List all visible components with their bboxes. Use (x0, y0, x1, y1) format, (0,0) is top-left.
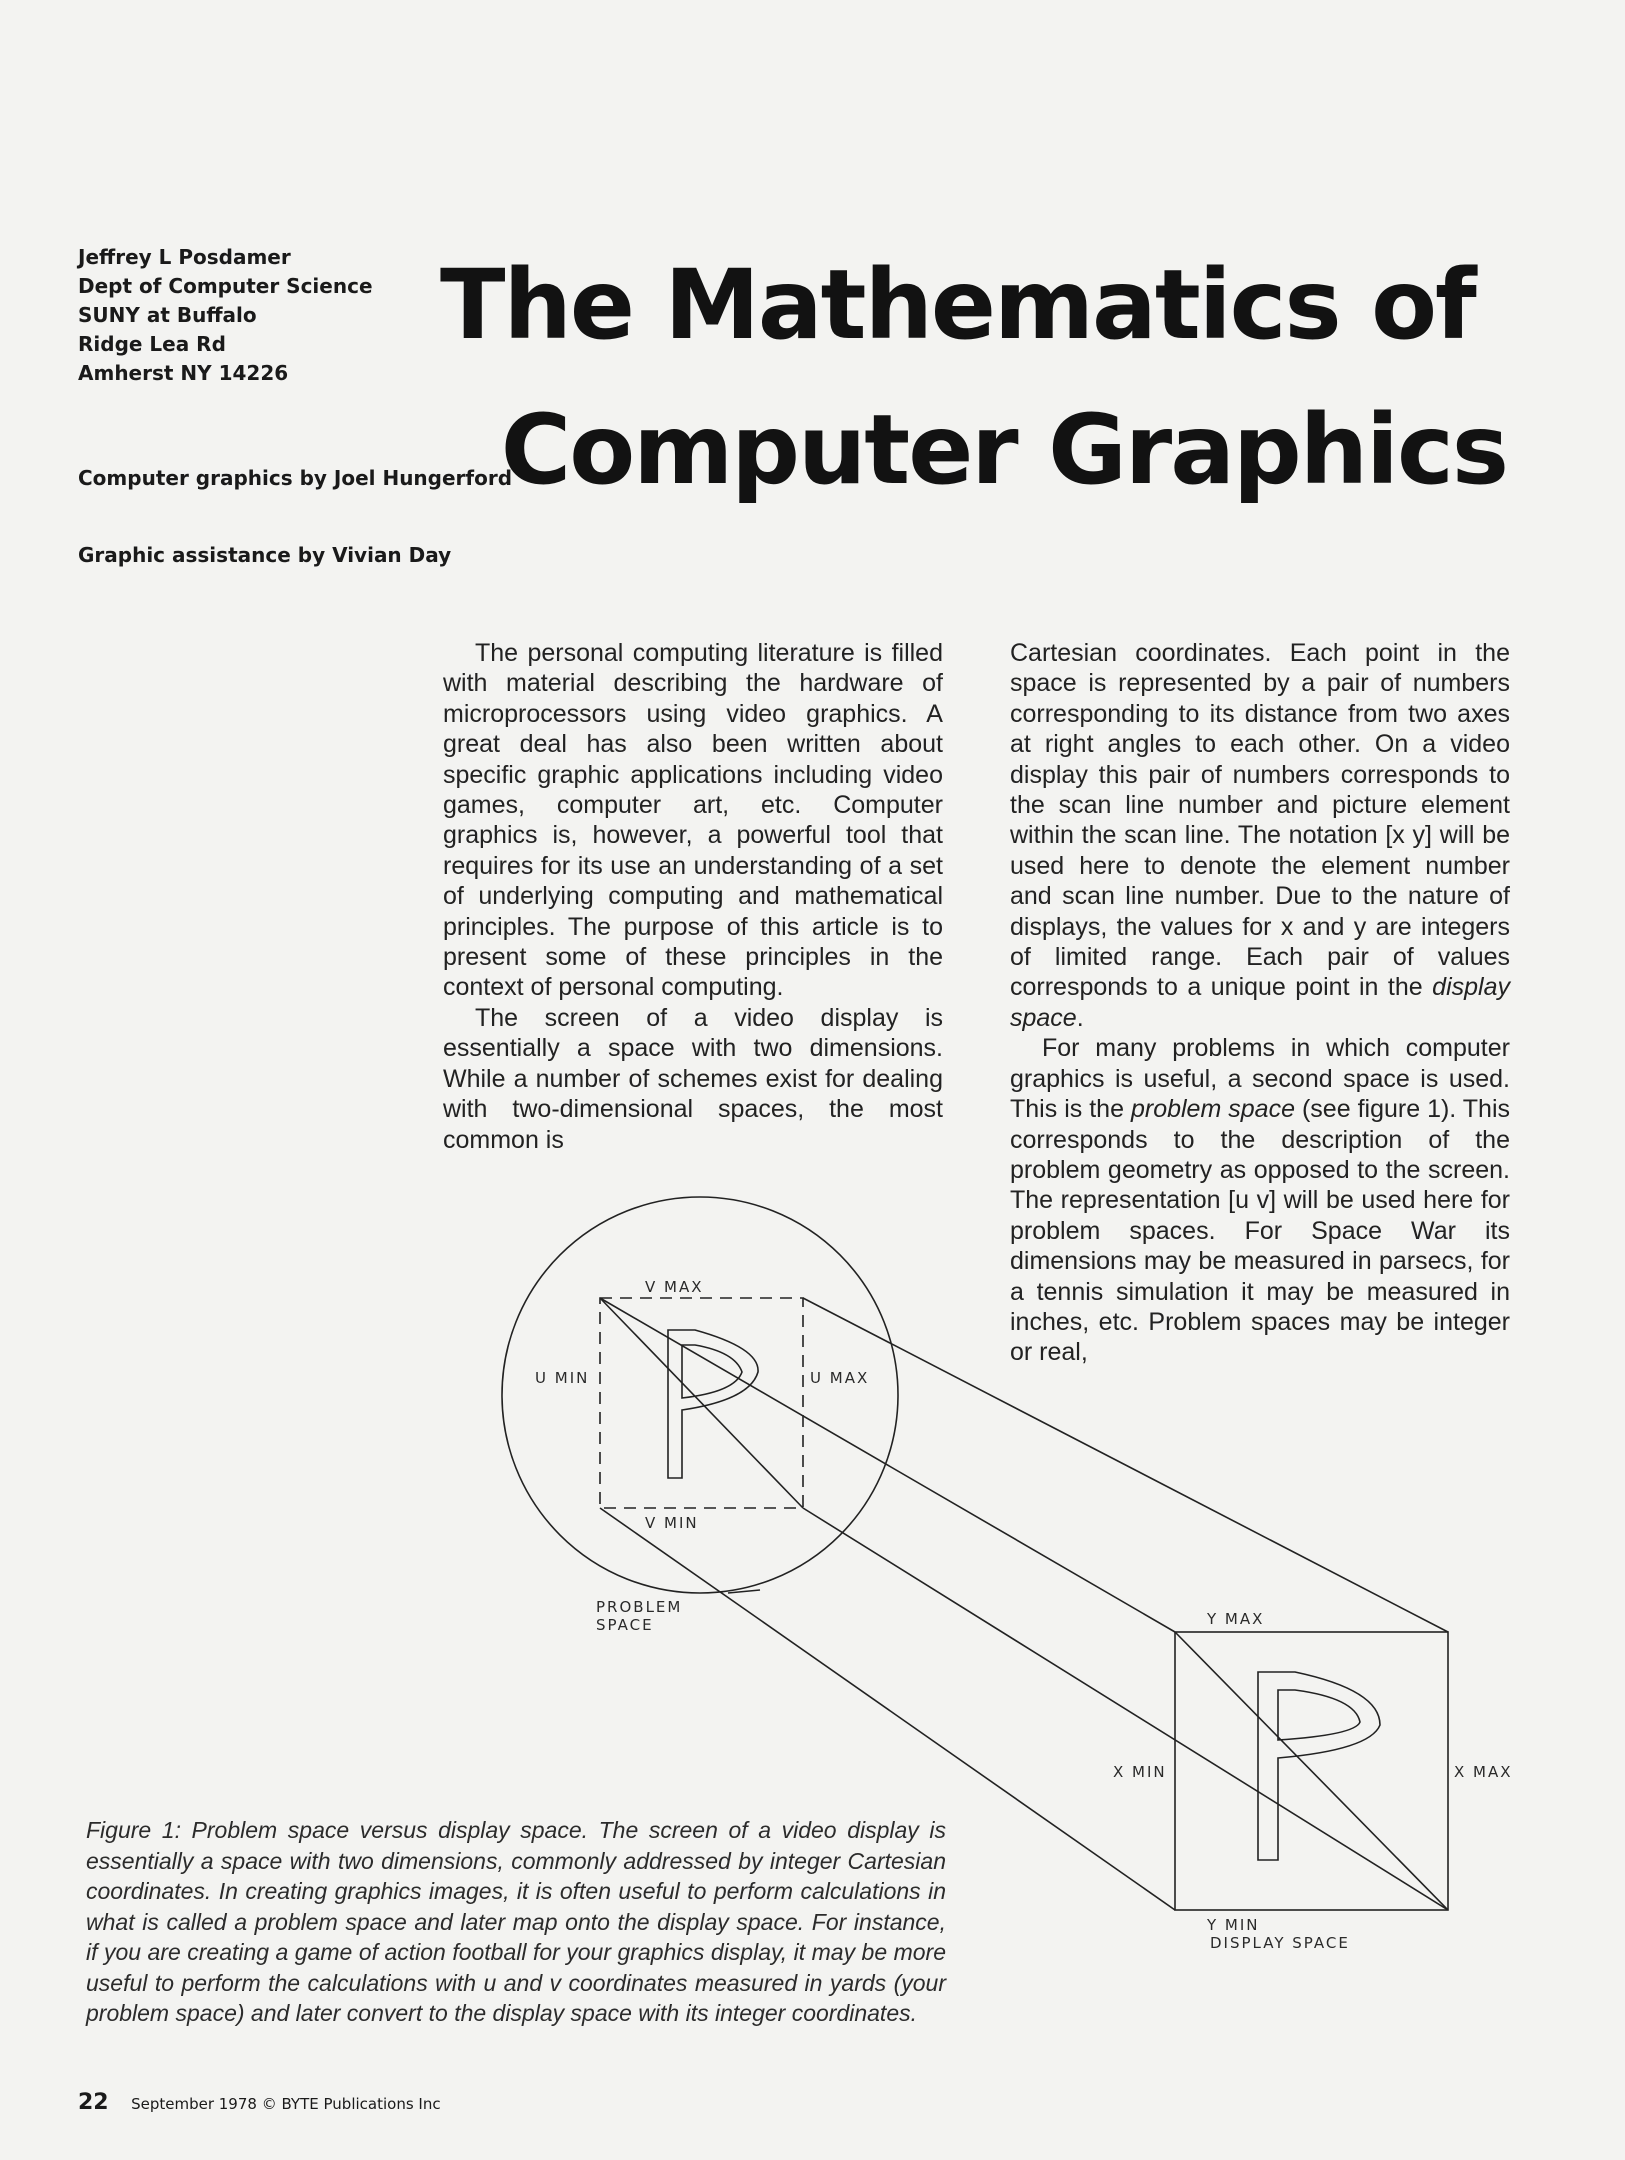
text-run: For many problems in which computer graphics is useful, a second space is used. This is the (1010, 1034, 1510, 1124)
problem-space-label-line2: SPACE (596, 1616, 654, 1634)
text-run: . (1076, 1003, 1084, 1032)
frame-diagonal (1175, 1632, 1448, 1910)
graphics-credit: Computer graphics by Joel Hungerford (78, 466, 513, 490)
figure-caption: Figure 1: Problem space versus display space. The screen of a video display is essentially a space with two dimensions, commonly addressed by integer Cartesian coordinates. In creating graphics images, it is often useful to perform calculations in what is called a problem space and later map onto the display space. For instance, if you are creating a game of action football for your graphics display, it may be more useful to perform the calculations with u and v coordinates measured in yards (your problem space) and later convert to the display space with its integer coordinates. (86, 1817, 946, 2026)
y-max-label: Y MAX (1207, 1610, 1265, 1628)
author-name: Jeffrey L Posdamer (78, 245, 291, 269)
x-max-label: X MAX (1454, 1763, 1513, 1781)
display-space-letter-p (1258, 1672, 1380, 1860)
emphasis: display space (1010, 973, 1510, 1032)
paragraph: The personal computing literature is filled with material describing the hardware of microprocessors using video graphics. A great deal has also been written about specific graphic applications including video games, computer art, etc. Computer graphics is, however, a powerful tool that requires for its use an understanding of a set of underlying computing and mathematical principles. The purpose of this article is to present some of these principles in the context of personal computing. (443, 639, 943, 1002)
author-institution: SUNY at Buffalo (78, 303, 257, 327)
title-line-1: The Mathematics of (440, 249, 1475, 361)
projection-line (600, 1298, 1175, 1632)
title-line-2: Computer Graphics (500, 394, 1507, 506)
emphasis: problem space (1130, 1095, 1295, 1124)
v-min-label: V MIN (645, 1514, 699, 1532)
page-footer (78, 2090, 441, 2115)
author-street: Ridge Lea Rd (78, 332, 226, 356)
paragraph: The screen of a video display is essentially a space with two dimensions. While a number of schemes exist for dealing with two-dimensional spaces, the most common is (443, 1003, 943, 1154)
display-space-label: DISPLAY SPACE (1210, 1934, 1350, 1952)
u-max-label: U MAX (810, 1369, 870, 1387)
y-min-label: Y MIN (1207, 1916, 1260, 1934)
frame-diagonal (600, 1298, 803, 1508)
projection-line (803, 1298, 1448, 1632)
page-number: 22 (78, 2090, 109, 2115)
problem-space-label-line1: PROBLEM (596, 1598, 683, 1616)
author-department: Dept of Computer Science (78, 274, 373, 298)
v-max-label: V MAX (645, 1278, 704, 1296)
text-run: Cartesian coordinates. Each point in the space is represented by a pair of numbers corresponding to its distance from two axes at right angles to each other. On a video display this pair of numbers corresponds to the scan line number and picture element within the scan line. The notation [x y] will be used here to denote the element number and scan line number. Due to the nature of displays, the values for x and y are integers of limited range. Each pair of values corresponds to a unique point in the (1010, 639, 1510, 1002)
text-run: (see figure 1). This corresponds to the description of the problem geometry as opposed to the screen. The representation [u v] will be used here for problem spaces. For Space War its dimensions may be measured in parsecs, for a tennis simulation it may be measured in inches, etc. Problem spaces may be integer or real, (1010, 1095, 1511, 1367)
x-min-label: X MIN (1113, 1763, 1167, 1781)
assistance-credit: Graphic assistance by Vivian Day (78, 543, 452, 567)
u-min-label: U MIN (535, 1369, 590, 1387)
problem-space-letter-p (668, 1330, 758, 1478)
author-city: Amherst NY 14226 (78, 361, 289, 385)
footer-text: September 1978 © BYTE Publications Inc (131, 2095, 441, 2113)
